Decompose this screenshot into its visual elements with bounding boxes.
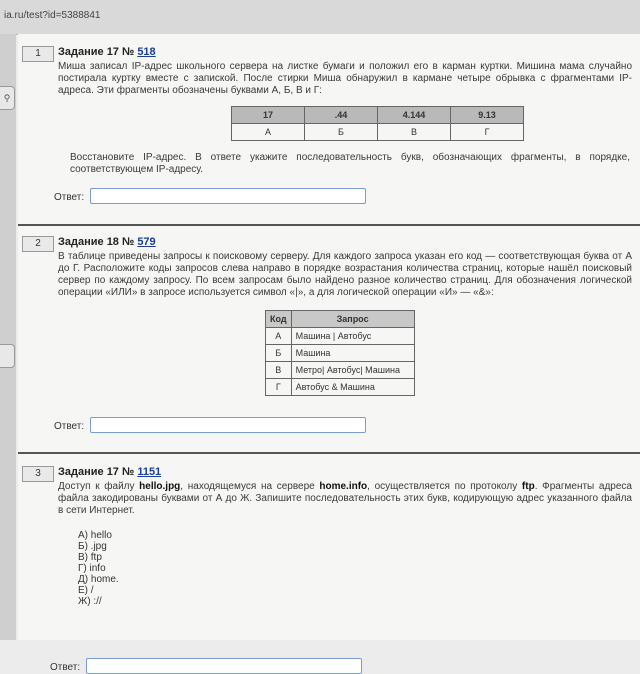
task-number: 2 (22, 236, 54, 252)
task-text: Доступ к файлу hello.jpg, находящемуся на сервере home.info, осуществляется по протоколу ftp. Фрагменты адреса файла закодированы буквами от А до Ж. Запишите последовательность этих букв, кодирующую адрес указанного файла в сети Интернет. (58, 481, 632, 516)
fragment-letter: Г (451, 124, 524, 141)
fragment-cell: 9.13 (451, 107, 524, 124)
table-row (266, 328, 415, 345)
options-list (78, 530, 119, 607)
fragment-cell: 4.144 (378, 107, 451, 124)
row-code: В (266, 362, 292, 379)
task-separator (18, 452, 640, 454)
list-item: Б) .jpg (78, 541, 107, 552)
filename: hello.jpg (139, 481, 181, 492)
answer-input[interactable] (90, 188, 366, 204)
left-sidebar-strip (0, 34, 16, 640)
protocol-name: ftp (521, 481, 535, 492)
task-title: Задание 17 № 518 (58, 46, 156, 58)
query-table (265, 310, 415, 396)
answer-label: Ответ: (54, 421, 85, 432)
answer-label: Ответ: (50, 662, 81, 673)
table-row (266, 345, 415, 362)
row-query: Машина (291, 345, 414, 362)
browser-address-bar[interactable] (0, 0, 640, 35)
task-link[interactable]: 518 (137, 46, 156, 58)
row-query: Автобус & Машина (291, 379, 414, 396)
task-title: Задание 18 № 579 (58, 236, 156, 248)
answer-input[interactable] (90, 417, 366, 433)
fragment-cell: 17 (232, 107, 305, 124)
answer-input[interactable] (86, 658, 362, 674)
task-number: 3 (22, 466, 54, 482)
fragment-cell: .44 (305, 107, 378, 124)
task-text-2: Восстановите IP-адрес. В ответе укажите последовательность букв, обозначающих фрагменты, в порядке, соответствующем IP-адресу. (70, 152, 630, 175)
row-code: Б (266, 345, 292, 362)
test-page (18, 34, 640, 673)
task-separator (18, 224, 640, 226)
answer-label: Ответ: (54, 192, 85, 203)
task-text: В таблице приведены запросы к поисковому серверу. Для каждого запроса указан его код — соответствующая буква от А до Г. Расположите коды запросов слева направо в порядке возрастания количества страниц, которые нашёл поисковый сервер по каждому запросу. По всем запросам было найдено разное количество страниц. Для обозначения логической операции «ИЛИ» в запросе используется символ «|», а для логической операции «И» — «&»: (58, 251, 632, 298)
fragment-letter: В (378, 124, 451, 141)
list-item: Е) / (78, 585, 94, 596)
sidebar-search-icon[interactable]: ⚲ (0, 86, 15, 110)
list-item: В) ftp (78, 552, 102, 563)
list-item: Д) home. (78, 574, 119, 585)
table-row (266, 362, 415, 379)
row-query: Метро| Автобус| Машина (291, 362, 414, 379)
fragment-letter: А (232, 124, 305, 141)
task-number: 1 (22, 46, 54, 62)
task-title: Задание 17 № 1151 (58, 466, 162, 478)
task-text: Миша записал IP-адрес школьного сервера на листке бумаги и положил его в карман куртки. Мишина мама случайно постирала куртку вместе с запиской. После стирки Миша обнаружил в кармане четыре обрывка с фрагментами IP-адреса. Эти фрагменты обозначены буквами А, Б, В и Г: (58, 61, 632, 96)
header-code: Код (266, 311, 292, 328)
task-link[interactable]: 579 (137, 236, 156, 248)
sidebar-tab-button[interactable] (0, 344, 15, 368)
fragment-letter: Б (305, 124, 378, 141)
list-item: Г) info (78, 563, 106, 574)
row-code: Г (266, 379, 292, 396)
row-code: А (266, 328, 292, 345)
url-text[interactable]: ia.ru/test?id=5388841 (4, 10, 101, 21)
row-query: Машина | Автобус (291, 328, 414, 345)
list-item: Ж) :// (78, 596, 102, 607)
header-query: Запрос (291, 311, 414, 328)
task-link[interactable]: 1151 (137, 466, 162, 478)
list-item: А) hello (78, 530, 112, 541)
table-row (266, 379, 415, 396)
server-name: home.info (319, 481, 368, 492)
fragments-table (231, 106, 524, 141)
